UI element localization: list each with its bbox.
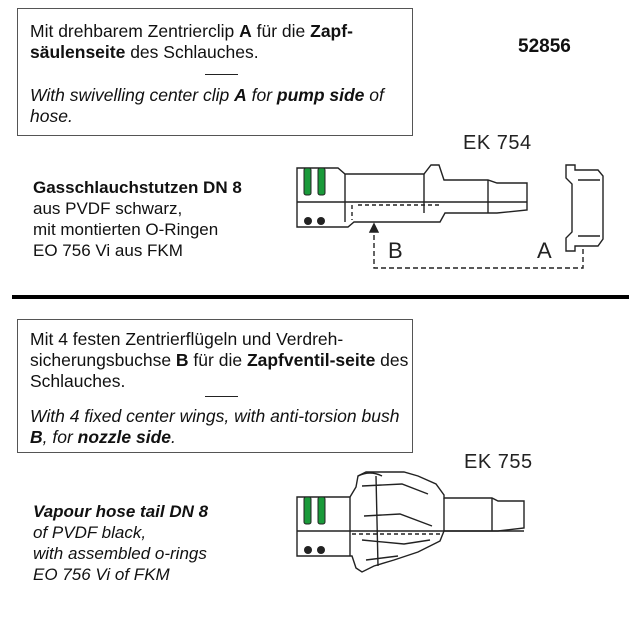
anti-torsion-bush <box>358 473 382 566</box>
part-line: EO 756 Vi aus FKM <box>33 241 183 260</box>
o-rings-green <box>304 497 325 524</box>
text-run-bold: pump side <box>276 85 365 105</box>
article-number: 52856 <box>518 36 571 57</box>
label-b: B <box>388 238 403 263</box>
part-code-ek755: EK 755 <box>464 451 533 473</box>
text-run-bold: Zapfventil-seite <box>246 350 376 370</box>
text-run: . <box>171 427 176 447</box>
part-title: Gasschlauchstutzen DN 8 <box>33 178 242 197</box>
label-a: A <box>537 238 552 263</box>
text-run: Mit 4 festen Zentrierflügeln und Verdreh-sicherungsbuchse <box>30 329 344 370</box>
part-line: mit montierten O-Ringen <box>33 220 219 239</box>
text-run-bold: A <box>234 85 247 105</box>
text-run: With swivelling center clip <box>30 85 235 105</box>
part-line: with assembled o-rings <box>33 544 207 563</box>
text-run: des Schlauches. <box>30 350 409 391</box>
text-run-bold: A <box>239 21 252 41</box>
text-run-bold: Zapf-säulenseite <box>30 21 353 62</box>
text-run: des Schlauches. <box>125 42 259 62</box>
text-run-bold: B <box>175 350 189 370</box>
part-line: aus PVDF schwarz, <box>33 199 183 218</box>
text-run: for <box>246 85 277 105</box>
text-run: With 4 fixed center wings, with anti-torsion bush <box>30 406 400 426</box>
text-run: , for <box>42 427 78 447</box>
part-title: Vapour hose tail DN 8 <box>33 502 209 521</box>
o-ring-section <box>317 546 325 554</box>
o-ring-green <box>304 497 311 524</box>
text-run: für die <box>251 21 311 41</box>
text-run: für die <box>188 350 247 370</box>
part-line: of PVDF black, <box>33 523 147 542</box>
o-ring-sections <box>304 546 325 554</box>
center-wing-lines <box>362 484 432 560</box>
text-run-bold: B <box>30 427 43 447</box>
text-run: Mit drehbarem Zentrierclip <box>30 21 240 41</box>
part-code-ek754: EK 754 <box>463 132 532 154</box>
o-ring-green <box>318 497 325 524</box>
text-run: of hose. <box>30 85 384 126</box>
o-ring-section <box>304 546 312 554</box>
text-run-bold: nozzle side <box>77 427 172 447</box>
part-line: EO 756 Vi of FKM <box>33 565 170 584</box>
